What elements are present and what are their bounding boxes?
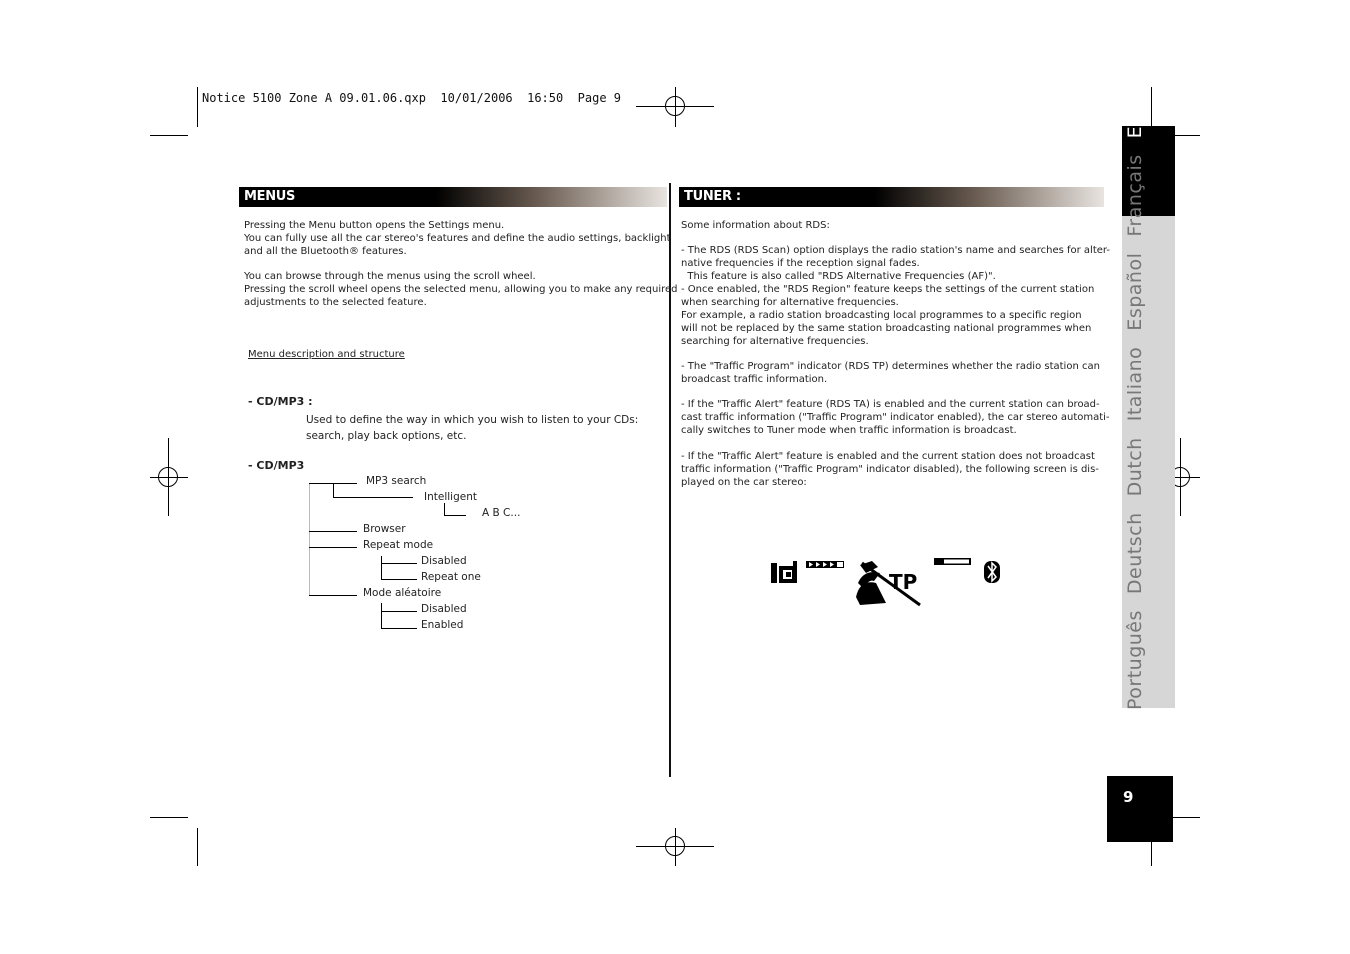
menus-para1-line: and all the Bluetooth® features.: [244, 246, 407, 257]
menu-structure-heading: Menu description and structure: [248, 349, 405, 360]
tuner-line: This feature is also called "RDS Alternative Frequencies (AF)".: [681, 271, 996, 282]
menus-para1-line: You can fully use all the car stereo's features and define the audio settings, backlight: [244, 233, 671, 244]
tuner-intro: Some information about RDS:: [681, 220, 830, 231]
screen-icons: [768, 553, 1008, 613]
menus-para2-line: You can browse through the menus using the scroll wheel.: [244, 271, 536, 282]
tuner-block4: [681, 450, 1099, 489]
lang-english[interactable]: English: [1124, 66, 1146, 139]
menus-header: [239, 187, 667, 207]
bluetooth-icon: [984, 561, 1000, 583]
tuner-title: TUNER :: [684, 189, 741, 204]
stereo-screen-illustration: [768, 553, 1008, 613]
tuner-line: played on the car stereo:: [681, 477, 807, 488]
menus-para2-line: adjustments to the selected feature.: [244, 297, 427, 308]
tree-repeat-mode: Repeat mode: [363, 539, 434, 551]
tuner-line: - Once enabled, the "RDS Region" feature keeps the settings of the current station: [681, 284, 1095, 295]
tuner-header: [679, 187, 1104, 207]
tuner-line: cast traffic information ("Traffic Program" indicator enabled), the car stereo automati-: [681, 412, 1110, 423]
tuner-line: will not be replaced by the same station broadcasting national programmes when: [681, 323, 1092, 334]
lang-deutsch[interactable]: Deutsch: [1124, 512, 1146, 595]
tree-abc: A B C...: [482, 507, 521, 519]
tree-repeat-disabled: Disabled: [421, 555, 467, 567]
cd-mp3-tree-heading: - CD/MP3: [248, 459, 305, 472]
menus-title: MENUS: [244, 189, 296, 204]
tuner-line: - If the "Traffic Alert" feature (RDS TA) is enabled and the current station can broad-: [681, 399, 1100, 410]
page-number: 9: [1123, 788, 1134, 806]
menus-para1: [244, 219, 671, 258]
tuner-line: - The RDS (RDS Scan) option displays the radio station's name and searches for alter-: [681, 245, 1110, 256]
menus-para2: [244, 270, 678, 309]
tuner-line: broadcast traffic information.: [681, 374, 828, 385]
battery-icon: [934, 558, 971, 565]
tuner-line: - If the "Traffic Alert" feature is enabled and the current station does not broadcast: [681, 451, 1095, 462]
lang-italiano[interactable]: Italiano: [1124, 346, 1146, 422]
lang-francais[interactable]: Français: [1124, 154, 1146, 237]
signal-strength-icon: [806, 561, 844, 568]
tuner-line: native frequencies if the reception signal fades.: [681, 258, 920, 269]
tuner-line: when searching for alternative frequencies.: [681, 297, 899, 308]
tuner-block1: [681, 244, 1110, 348]
tree-alea-enabled: Enabled: [421, 619, 464, 631]
menus-para2-line: Pressing the scroll wheel opens the selected menu, allowing you to make any required: [244, 284, 678, 295]
cd-mp3-description-line: Used to define the way in which you wish to listen to your CDs:: [306, 414, 639, 426]
tree-repeat-one: Repeat one: [421, 571, 481, 583]
cd-mp3-description-line: search, play back options, etc.: [306, 430, 467, 442]
tuner-block3: [681, 398, 1110, 437]
tuner-line: cally switches to Tuner mode when traffic information is broadcast.: [681, 425, 1017, 436]
tuner-line: For example, a radio station broadcasting local programmes to a specific region: [681, 310, 1082, 321]
lang-espanol[interactable]: Español: [1124, 252, 1146, 331]
lang-portugues[interactable]: Português: [1124, 610, 1146, 710]
print-slug: Notice 5100 Zone A 09.01.06.qxp 10/01/2006 16:50 Page 9: [202, 91, 622, 105]
cd-mp3-description: [306, 412, 638, 444]
tuner-block2: [681, 360, 1100, 386]
traffic-program-off-icon: [856, 561, 920, 605]
tree-browser: Browser: [363, 523, 406, 535]
language-tabs: [1124, 66, 1154, 710]
tree-mp3-search: MP3 search: [366, 475, 427, 487]
tp-label: TP: [889, 570, 918, 594]
lang-dutch[interactable]: Dutch: [1124, 437, 1146, 497]
tree-mode-aleatoire: Mode aléatoire: [363, 587, 442, 599]
cd-mp3-heading: - CD/MP3 :: [248, 395, 313, 408]
tuner-line: searching for alternative frequencies.: [681, 336, 869, 347]
tree-alea-disabled: Disabled: [421, 603, 467, 615]
page-number-box: [1107, 776, 1173, 842]
source-icon: [771, 561, 797, 583]
tuner-line: traffic information ("Traffic Program" indicator disabled), the following screen is dis-: [681, 464, 1099, 475]
tuner-line: - The "Traffic Program" indicator (RDS TP) determines whether the radio station can: [681, 361, 1100, 372]
menus-para1-line: Pressing the Menu button opens the Settings menu.: [244, 220, 505, 231]
tree-intelligent: Intelligent: [424, 491, 477, 503]
